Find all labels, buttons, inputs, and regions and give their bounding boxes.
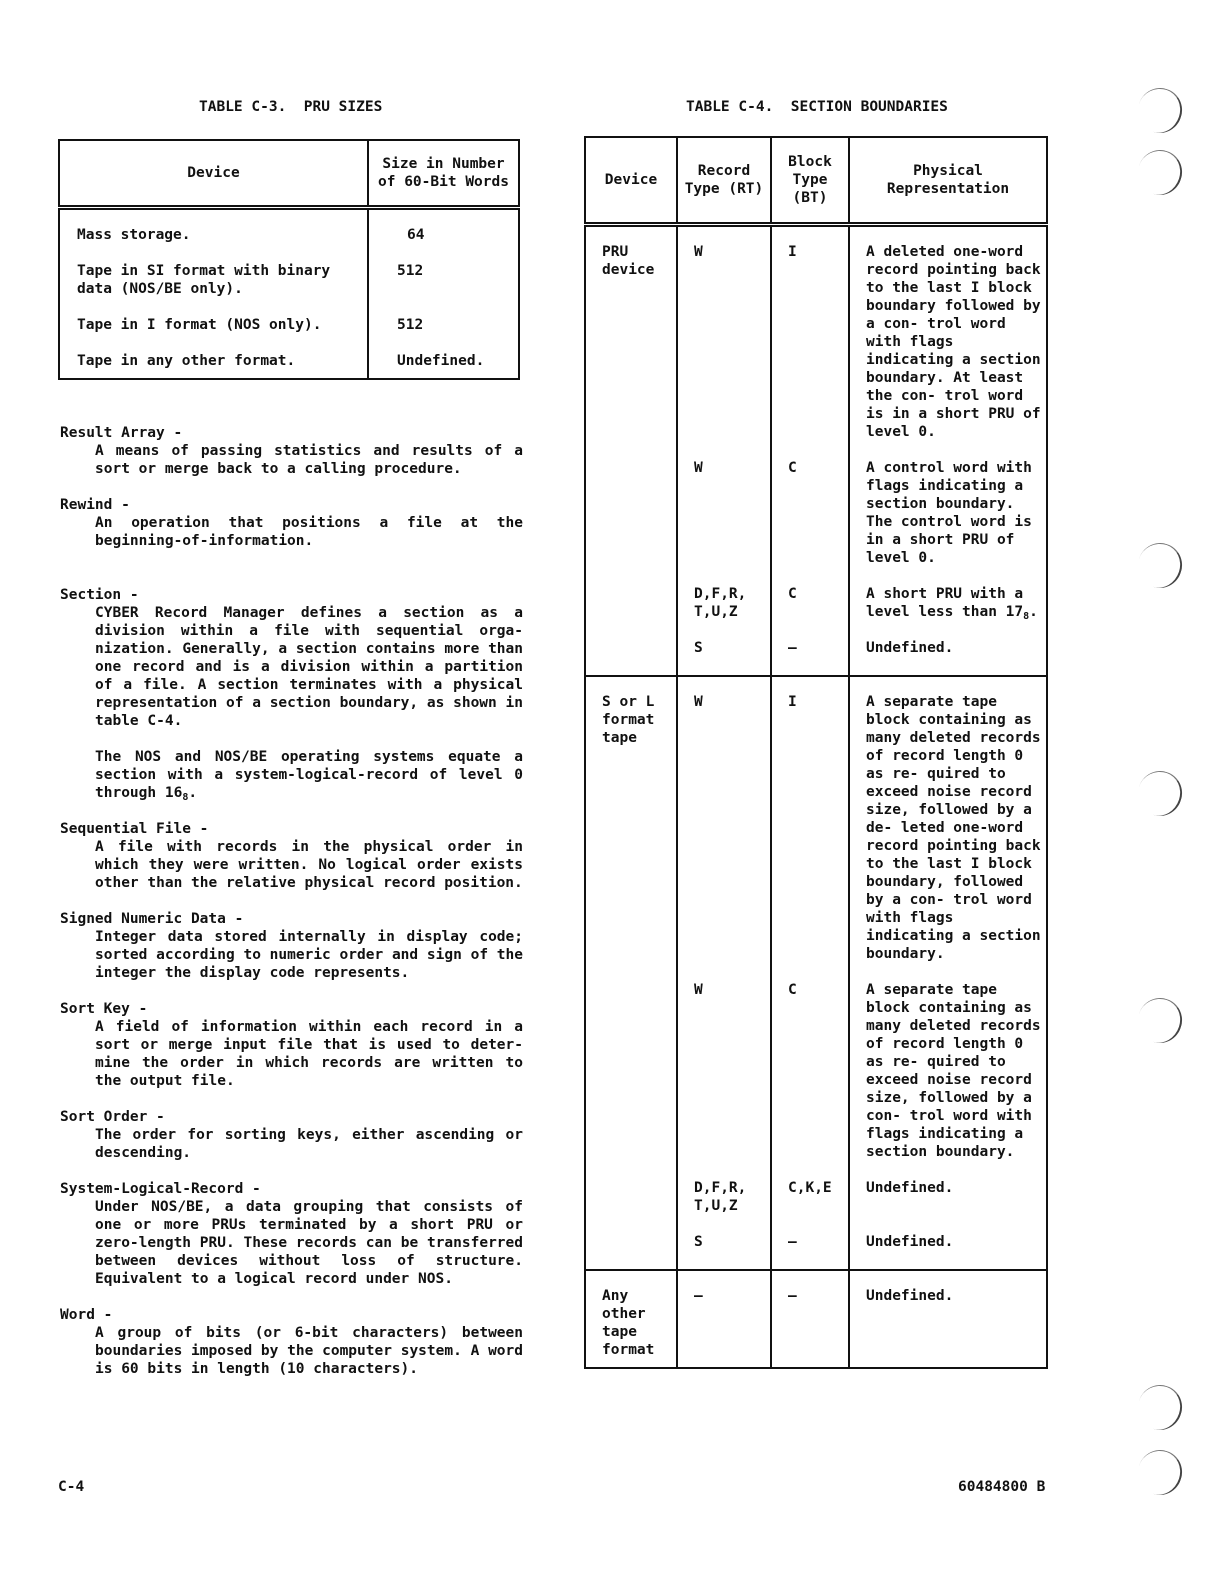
cell-device: Tape in I format (NOS only). <box>59 316 368 352</box>
definition-text: The NOS and NOS/BE operating systems equate a section with a system-logical-record of level 0 through 16 <box>95 749 523 801</box>
glossary-definition: Integer data stored internally in display code; sorted according to numeric order and sign of the integer the display code represents. <box>95 929 523 981</box>
glossary-term: Rewind - <box>60 497 130 513</box>
group-pru-device <box>585 225 1047 677</box>
rep-text: A short PRU with a level less than 17 <box>866 586 1024 620</box>
glossary-entry <box>60 1000 523 1090</box>
cell-representation: A control word with flags indicating a section boundary. The control word is in a short PRU of level 0. <box>866 460 1032 566</box>
glossary-entry <box>60 496 523 550</box>
cell-rt: D,F,R, T,U,Z <box>677 585 771 639</box>
cell-rt: S <box>677 639 771 676</box>
glossary-term: System-Logical-Record - <box>60 1181 261 1197</box>
glossary-term: Sort Key - <box>60 1001 148 1017</box>
group-other-tape <box>585 1270 1047 1368</box>
glossary-term: Sequential File - <box>60 821 209 837</box>
table-c4-caption: TABLE C-4. SECTION BOUNDARIES <box>686 99 948 115</box>
col-header-device: Device <box>59 140 368 208</box>
cell-device: Tape in any other format. <box>59 352 368 379</box>
glossary-term: Sort Order - <box>60 1109 165 1125</box>
binding-mark-icon <box>1132 765 1188 821</box>
table-row <box>585 676 1047 981</box>
glossary-definition: The order for sorting keys, either ascending or descending. <box>95 1127 523 1161</box>
table-row <box>585 225 1047 460</box>
glossary-term: Result Array - <box>60 425 183 441</box>
table-row <box>59 262 519 316</box>
document-number: 60484800 B <box>958 1479 1046 1495</box>
glossary-entry <box>60 586 523 802</box>
glossary-definition: Under NOS/BE, a data grouping that consists of one or more PRUs terminated by a short PRU or zero-length PRU. These records can be transferred between devices without loss of structure. Equivalent to a logical record under NOS. <box>95 1199 523 1287</box>
cell-bt: – <box>771 639 849 676</box>
page-number: C-4 <box>58 1479 85 1495</box>
binding-mark-icon <box>1132 1444 1188 1500</box>
cell-bt: C <box>771 981 849 1179</box>
cell-device: S or L format tape <box>585 676 677 1270</box>
cell-rt: D,F,R, T,U,Z <box>677 1179 771 1233</box>
subscript: 8 <box>1023 611 1030 622</box>
glossary-term: Word - <box>60 1307 113 1323</box>
cell-size: 512 <box>397 263 424 279</box>
table-row <box>585 1270 1047 1368</box>
cell-representation: Undefined. <box>866 1234 954 1250</box>
binding-mark-icon <box>1132 1379 1188 1435</box>
glossary-definition <box>95 748 523 802</box>
glossary-definition: A field of information within each record in a sort or merge input file that is used to deter- mine the order in which records are written to the output file. <box>95 1019 523 1089</box>
cell-bt: – <box>771 1270 849 1368</box>
glossary-entry <box>60 1180 523 1288</box>
col-header-block-type: Block Type (BT) <box>771 137 849 225</box>
cell-device: Mass storage. <box>59 208 368 263</box>
table-c4 <box>584 136 1048 1369</box>
table-c3-caption: TABLE C-3. PRU SIZES <box>199 99 383 115</box>
cell-bt: C <box>771 459 849 585</box>
col-header-record-type: Record Type (RT) <box>677 137 771 225</box>
cell-bt: I <box>771 676 849 981</box>
cell-representation: A separate tape block containing as many deleted records of record length 0 as re- quired to exceed noise record size, followed by a con- trol word with flags indicating a section boundary. <box>866 982 1041 1160</box>
col-header-physical-representation: Physical Representation <box>849 137 1047 225</box>
cell-rt: S <box>677 1233 771 1270</box>
cell-size: 512 <box>397 317 424 333</box>
glossary-definition: A file with records in the physical order in which they were written. No logical order exists other than the relative physical record position. <box>95 839 523 891</box>
glossary-definition: CYBER Record Manager defines a section as a division within a file with sequential orga- nization. Generally, a section contains more than one record and is a division within a partition of a file. A section terminates with a physical representation of a section boundary, as shown in table C-4. <box>95 605 523 729</box>
glossary-entry <box>60 1108 523 1162</box>
cell-representation: A deleted one-word record pointing back to the last I block boundary followed by a con- trol word with flags indicating a section boundary. At least the con- trol word is in a short PRU of level 0. <box>866 244 1041 440</box>
cell-device: Tape in SI format with binary data (NOS/BE only). <box>59 262 368 316</box>
glossary-term: Section - <box>60 587 139 603</box>
cell-rt: W <box>677 459 771 585</box>
col-header-size: Size in Number of 60-Bit Words <box>368 140 519 208</box>
binding-mark-icon <box>1132 537 1188 593</box>
cell-rt: – <box>677 1270 771 1368</box>
table-row <box>59 352 519 379</box>
binding-mark-icon <box>1132 992 1188 1048</box>
subscript: 8 <box>182 792 189 803</box>
glossary-definition: A means of passing statistics and results of a sort or merge back to a calling procedure. <box>95 443 523 477</box>
glossary-entry <box>60 910 523 982</box>
cell-representation: Undefined. <box>866 1180 954 1196</box>
cell-representation: Undefined. <box>866 640 954 656</box>
table-row <box>59 208 519 263</box>
glossary-entry <box>60 1306 523 1378</box>
cell-rt: W <box>677 225 771 460</box>
table-c3 <box>58 139 520 380</box>
cell-representation <box>849 585 1047 639</box>
glossary-definition: A group of bits (or 6-bit characters) between boundaries imposed by the computer system. A word is 60 bits in length (10 characters). <box>95 1325 523 1377</box>
cell-representation: A separate tape block containing as many deleted records of record length 0 as re- quired to exceed noise record size, followed by a de- leted one-word record pointing back to the last I block boundary, followed by a con- trol word with flags indicating a section boundary. <box>866 694 1041 962</box>
glossary-entry <box>60 820 523 892</box>
cell-device: PRU device <box>585 225 677 677</box>
glossary-definition: An operation that positions a file at the beginning-of-information. <box>95 515 523 549</box>
cell-bt: C,K,E <box>771 1179 849 1233</box>
cell-bt: C <box>771 585 849 639</box>
cell-rt: W <box>677 676 771 981</box>
glossary-entry <box>60 424 523 478</box>
cell-bt: – <box>771 1233 849 1270</box>
cell-bt: I <box>771 225 849 460</box>
table-row <box>59 316 519 352</box>
binding-mark-icon <box>1132 82 1188 138</box>
col-header-device: Device <box>585 137 677 225</box>
glossary-term: Signed Numeric Data - <box>60 911 244 927</box>
cell-size: 64 <box>407 227 425 243</box>
cell-size: Undefined. <box>397 353 485 369</box>
definition-end: . <box>188 785 198 801</box>
binding-mark-icon <box>1132 144 1188 200</box>
cell-device: Any other tape format <box>585 1270 677 1368</box>
group-s-or-l-tape <box>585 676 1047 1270</box>
cell-representation: Undefined. <box>866 1288 954 1304</box>
cell-rt: W <box>677 981 771 1179</box>
glossary <box>60 424 523 1396</box>
rep-end: . <box>1029 604 1038 620</box>
